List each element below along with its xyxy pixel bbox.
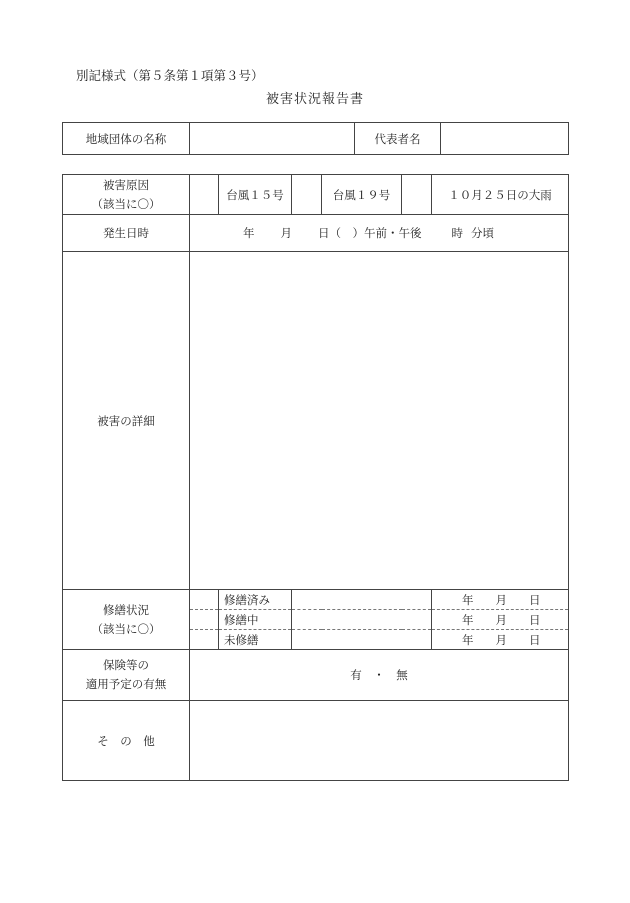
org-name-label: 地域団体の名称: [63, 123, 190, 155]
repair-day-1: 日: [529, 592, 541, 607]
cause-label-line2: （該当に〇）: [91, 196, 161, 211]
repair-check-3[interactable]: [190, 630, 219, 650]
repair-detail-2[interactable]: [292, 610, 432, 630]
repair-month-2: 月: [495, 612, 507, 627]
report-table: [62, 174, 569, 781]
insurance-label: [63, 650, 190, 701]
datetime-year: 年: [243, 226, 255, 240]
cause-option-1: 台風１５号: [219, 175, 292, 215]
cause-label: [63, 175, 190, 215]
repair-month-1: 月: [495, 592, 507, 607]
organization-table: [62, 122, 569, 155]
repair-detail-3[interactable]: [292, 630, 432, 650]
repair-month-3: 月: [495, 632, 507, 647]
org-name-field[interactable]: [190, 123, 355, 155]
datetime-ampm: 午前・午後: [364, 226, 422, 240]
repair-check-1[interactable]: [190, 590, 219, 610]
page-title: 被害状況報告書: [265, 92, 364, 107]
cause-check-2[interactable]: [292, 175, 322, 215]
repair-status-3: 未修繕: [219, 630, 292, 650]
datetime-field[interactable]: [190, 215, 569, 252]
other-field[interactable]: [190, 701, 569, 781]
repair-detail-1[interactable]: [292, 590, 432, 610]
repair-day-2: 日: [529, 612, 541, 627]
repair-date-1[interactable]: [432, 590, 569, 610]
datetime-label: 発生日時: [63, 215, 190, 252]
repair-check-2[interactable]: [190, 610, 219, 630]
repair-status-2: 修繕中: [219, 610, 292, 630]
detail-label: 被害の詳細: [63, 252, 190, 590]
repair-label: [63, 590, 190, 650]
repair-year-2: 年: [462, 612, 474, 627]
repair-year-1: 年: [462, 592, 474, 607]
datetime-minute: 分頃: [471, 226, 494, 240]
datetime-day: 日: [318, 226, 330, 240]
cause-check-3[interactable]: [402, 175, 432, 215]
repair-date-2[interactable]: [432, 610, 569, 630]
datetime-hour: 時: [451, 226, 463, 240]
cause-label-line1: 被害原因: [103, 177, 149, 192]
form-reference: 別記様式（第５条第１項第３号）: [76, 68, 264, 83]
detail-field[interactable]: [190, 252, 569, 590]
datetime-month: 月: [280, 226, 292, 240]
repair-label-line1: 修繕状況: [103, 602, 149, 617]
datetime-paren: （ ）: [329, 226, 364, 240]
representative-field[interactable]: [441, 123, 569, 155]
repair-label-line2: （該当に〇）: [91, 621, 161, 636]
cause-check-1[interactable]: [190, 175, 219, 215]
cause-option-3: １０月２５日の大雨: [432, 175, 569, 215]
cause-option-2: 台風１９号: [322, 175, 402, 215]
repair-year-3: 年: [462, 632, 474, 647]
repair-date-3[interactable]: [432, 630, 569, 650]
repair-status-1: 修繕済み: [219, 590, 292, 610]
insurance-label-line1: 保険等の: [103, 658, 149, 672]
insurance-label-line2: 適用予定の有無: [85, 677, 167, 691]
other-label: そ の 他: [63, 701, 190, 781]
representative-label: 代表者名: [355, 123, 441, 155]
repair-day-3: 日: [529, 632, 541, 647]
insurance-options[interactable]: 有 ・ 無: [190, 650, 569, 701]
